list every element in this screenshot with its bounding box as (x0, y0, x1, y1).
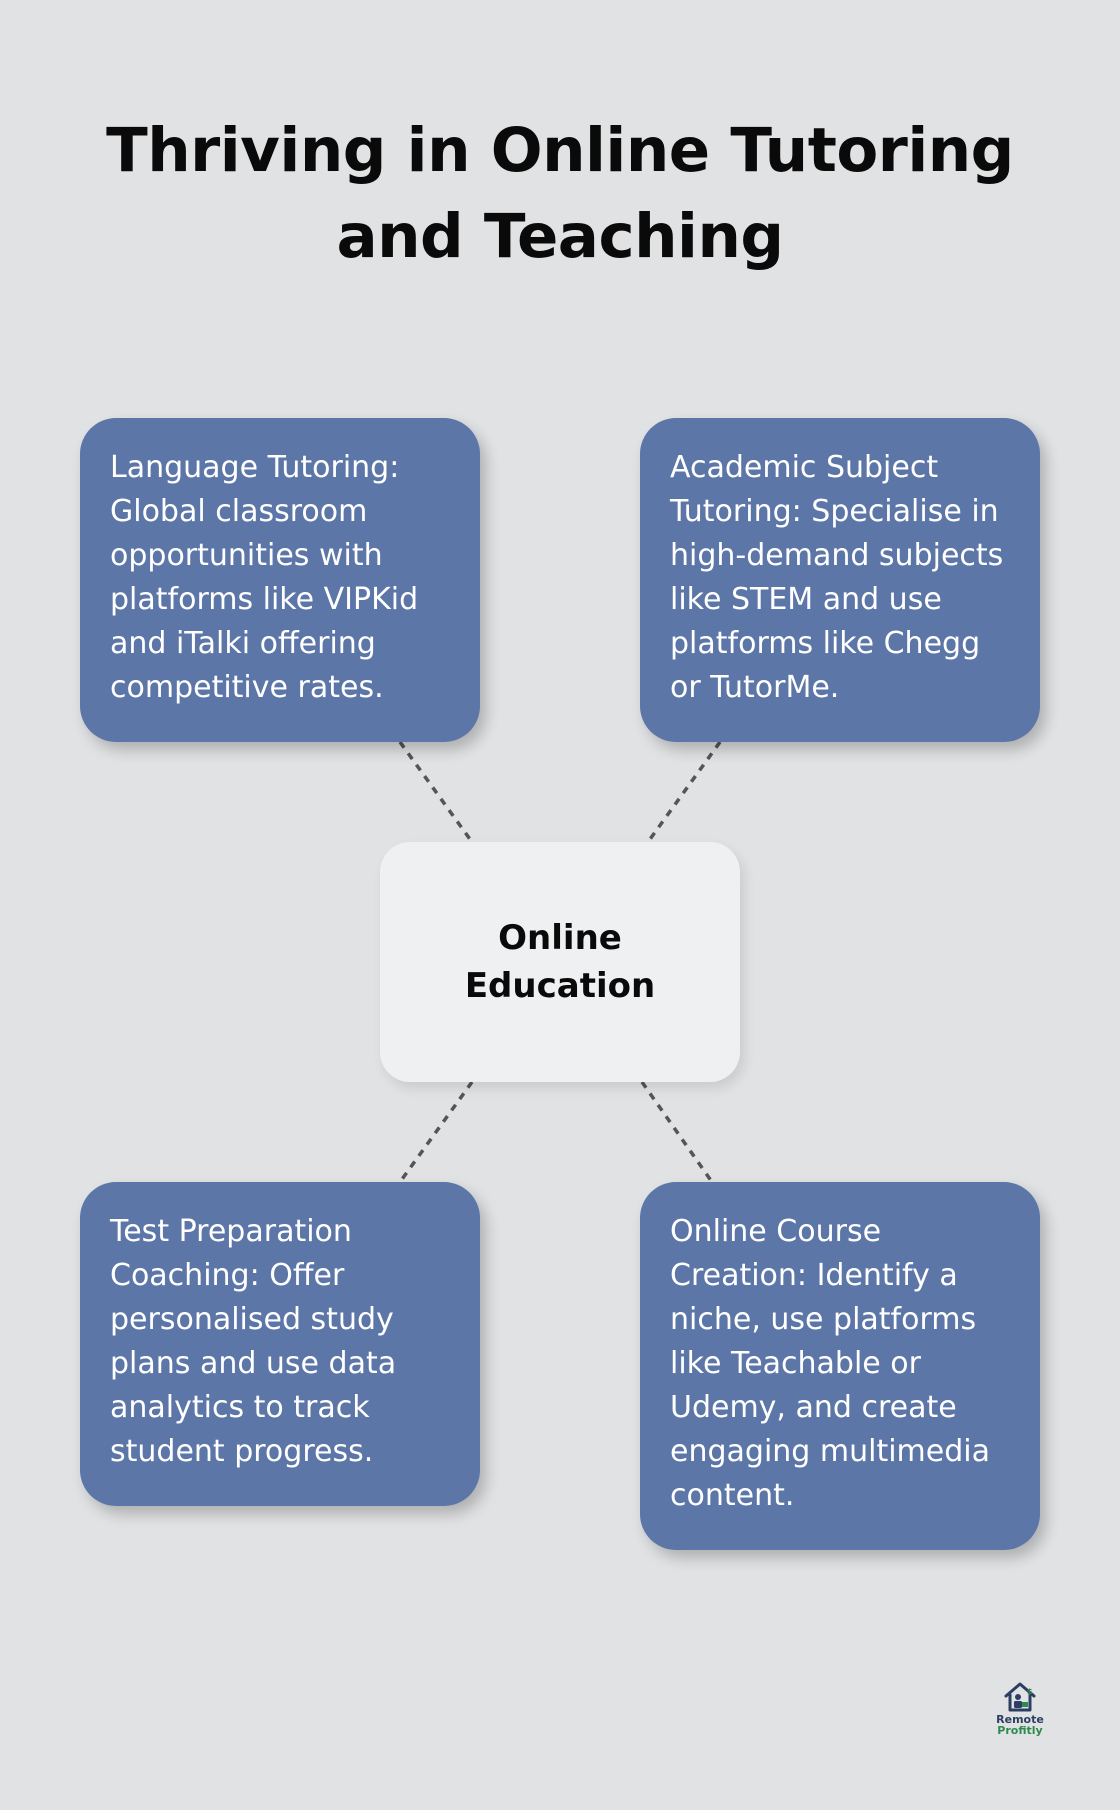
card-academic-subject-tutoring (640, 418, 1040, 742)
connector-top-left (400, 742, 472, 842)
card-text: Academic Subject Tutoring: Specialise in high-demand subjects like STEM and use platforms like Chegg or TutorMe. (670, 450, 1004, 705)
house-icon (1002, 1680, 1038, 1714)
card-test-preparation-coaching (80, 1182, 480, 1506)
logo-text-profitly: Profitly (997, 1724, 1043, 1737)
card-text: Test Preparation Coaching: Offer personalised study plans and use data analytics to track student progress. (110, 1214, 397, 1469)
card-language-tutoring (80, 418, 480, 742)
card-text: Language Tutoring: Global classroom opportunities with platforms like VIPKid and iTalki offering competitive rates. (110, 450, 419, 705)
connector-bottom-left (400, 1082, 472, 1182)
logo-text-remote: Remote (996, 1713, 1044, 1726)
connector-top-right (648, 742, 720, 842)
center-node (380, 842, 740, 1082)
center-label: Online Education (464, 918, 656, 1006)
connector-bottom-right (642, 1082, 712, 1182)
page-title: Thriving in Online Tutoring and Teaching (106, 115, 1014, 272)
card-text: Online Course Creation: Identify a niche, use platforms like Teachable or Udemy, and create engaging multimedia content. (670, 1214, 990, 1513)
card-online-course-creation (640, 1182, 1040, 1550)
svg-text:$: $ (1027, 1687, 1033, 1696)
brand-logo (988, 1680, 1052, 1740)
